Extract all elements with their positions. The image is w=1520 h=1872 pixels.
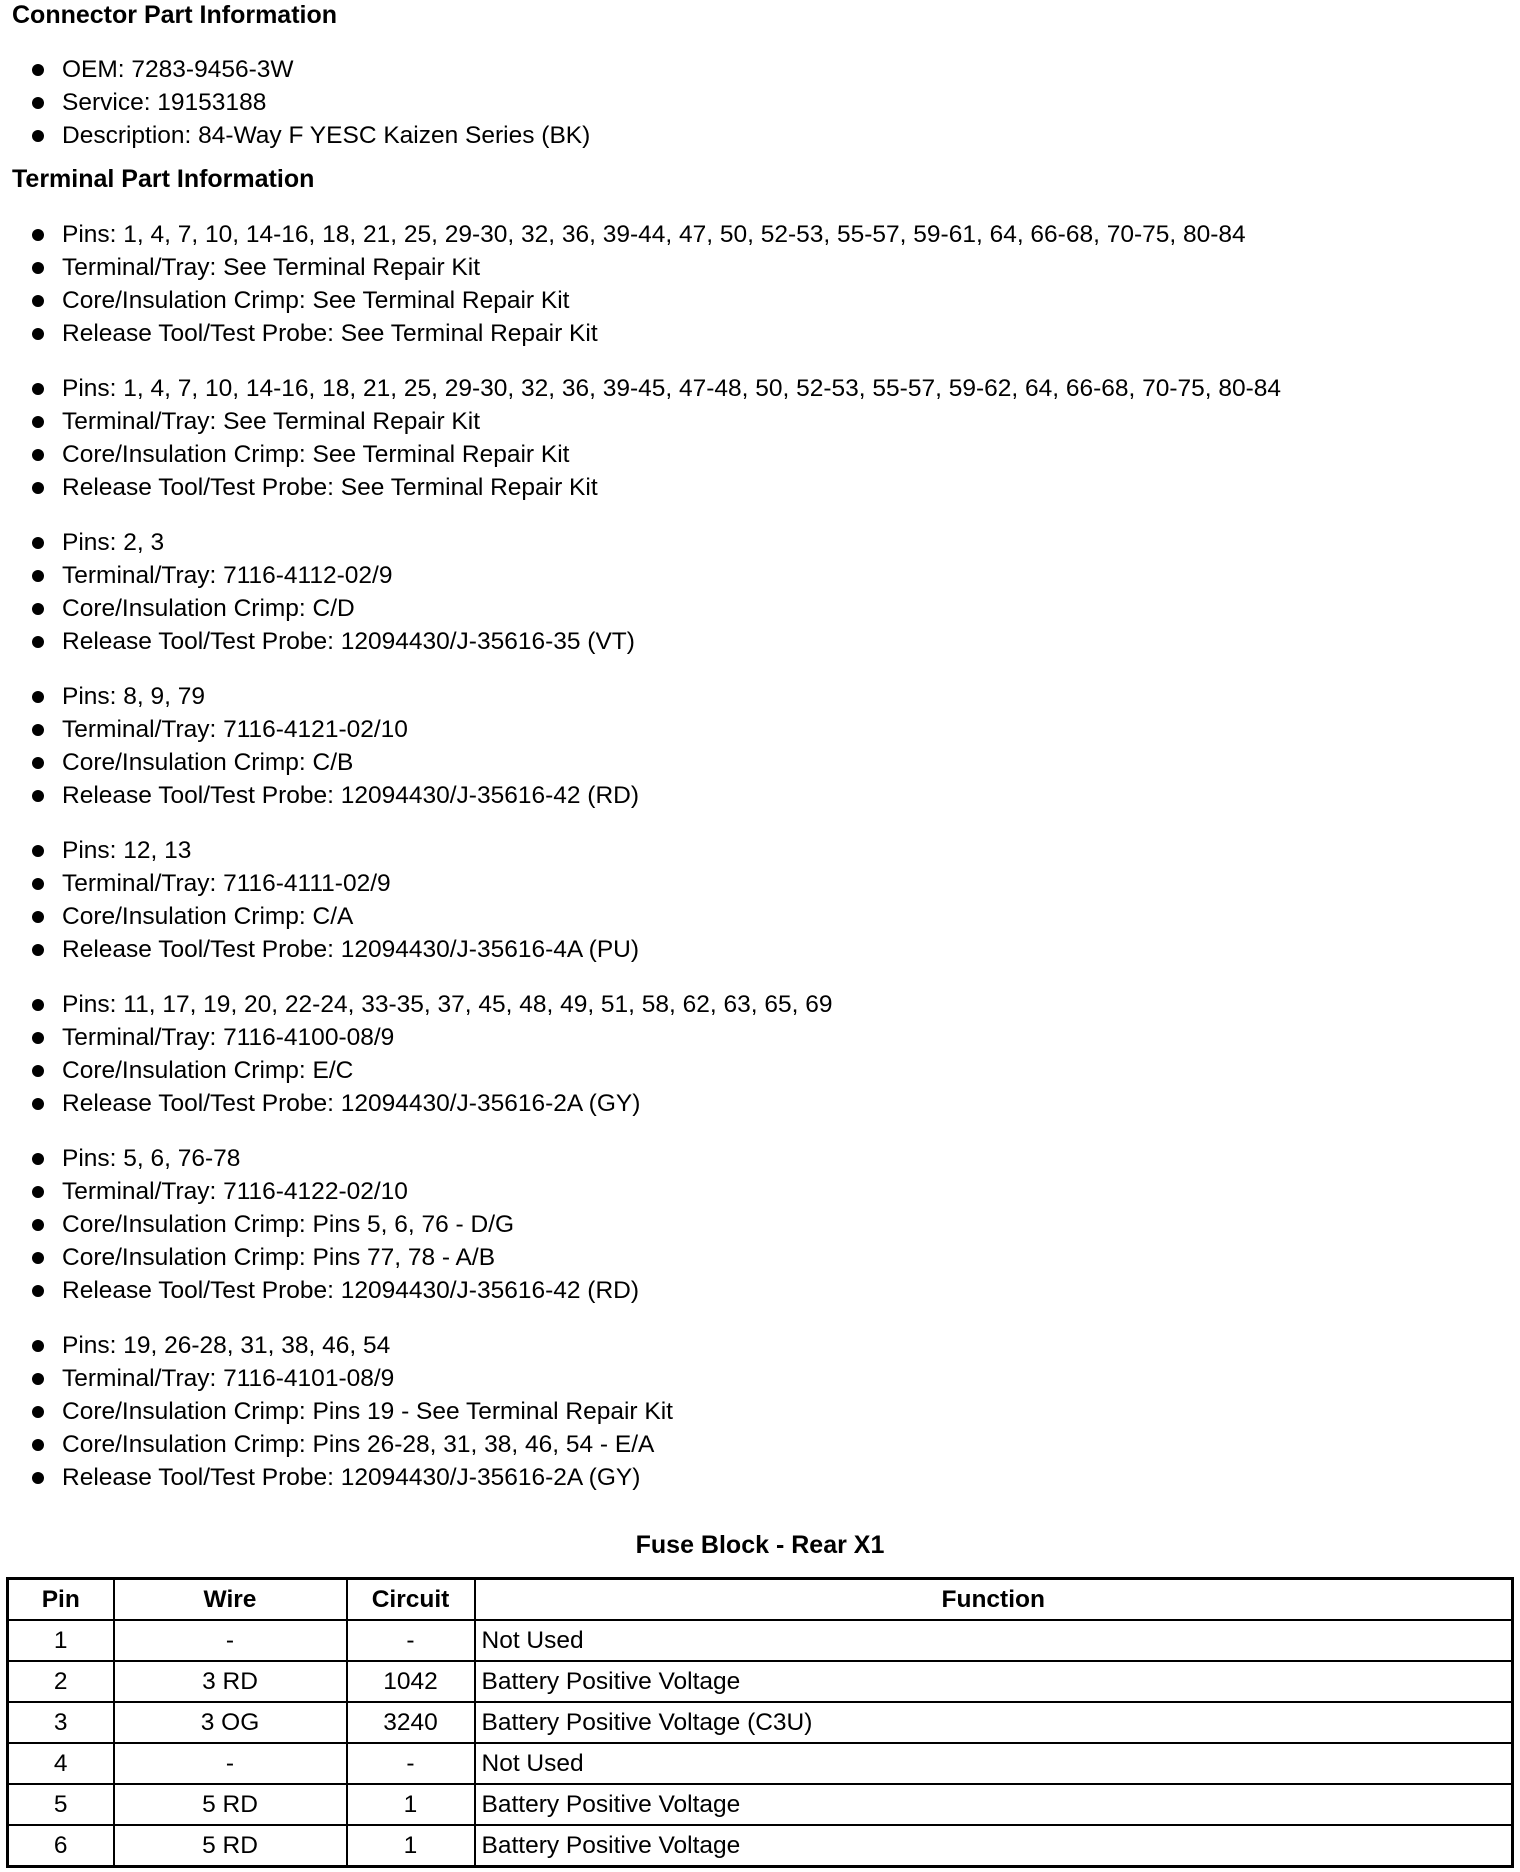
list-item: Terminal/Tray: 7116-4121-02/10 (30, 713, 639, 746)
list-item: Description: 84-Way F YESC Kaizen Series (BK) (30, 119, 590, 152)
cell-function: Not Used (475, 1743, 1513, 1784)
terminal-group-1 (30, 218, 1246, 350)
cell-pin: 3 (8, 1702, 114, 1743)
list-item: Pins: 1, 4, 7, 10, 14-16, 18, 21, 25, 29-30, 32, 36, 39-45, 47-48, 50, 52-53, 55-57, 59-62, 64, 66-68, 70-75, 80-84 (30, 372, 1281, 405)
cell-circuit: - (347, 1743, 475, 1784)
cell-pin: 5 (8, 1784, 114, 1825)
list-item: Core/Insulation Crimp: C/A (30, 900, 639, 933)
list-item: Release Tool/Test Probe: 12094430/J-35616-42 (RD) (30, 779, 639, 812)
cell-circuit: 1 (347, 1825, 475, 1867)
cell-function: Not Used (475, 1620, 1513, 1661)
table-row (8, 1784, 1513, 1825)
list-item: Pins: 8, 9, 79 (30, 680, 639, 713)
terminal-group-7 (30, 1142, 639, 1307)
terminal-heading: Terminal Part Information (12, 165, 315, 193)
list-item: Pins: 19, 26-28, 31, 38, 46, 54 (30, 1329, 673, 1362)
cell-function: Battery Positive Voltage (475, 1825, 1513, 1867)
list-item: Pins: 1, 4, 7, 10, 14-16, 18, 21, 25, 29-30, 32, 36, 39-44, 47, 50, 52-53, 55-57, 59-61, 64, 66-68, 70-75, 80-84 (30, 218, 1246, 251)
cell-wire: 3 OG (114, 1702, 347, 1743)
list-item: Pins: 5, 6, 76-78 (30, 1142, 639, 1175)
list-item: Release Tool/Test Probe: 12094430/J-35616-42 (RD) (30, 1274, 639, 1307)
table-header-row (8, 1579, 1513, 1621)
cell-wire: 3 RD (114, 1661, 347, 1702)
cell-function: Battery Positive Voltage (475, 1784, 1513, 1825)
list-item: Core/Insulation Crimp: C/B (30, 746, 639, 779)
list-item: Terminal/Tray: 7116-4122-02/10 (30, 1175, 639, 1208)
cell-circuit: 1042 (347, 1661, 475, 1702)
list-item: Terminal/Tray: 7116-4112-02/9 (30, 559, 635, 592)
list-item: Release Tool/Test Probe: See Terminal Repair Kit (30, 471, 1281, 504)
terminal-group-2 (30, 372, 1281, 504)
cell-wire: 5 RD (114, 1784, 347, 1825)
list-item: Pins: 12, 13 (30, 834, 639, 867)
list-item: Core/Insulation Crimp: Pins 77, 78 - A/B (30, 1241, 639, 1274)
table-row (8, 1702, 1513, 1743)
table-row (8, 1620, 1513, 1661)
list-item: Core/Insulation Crimp: C/D (30, 592, 635, 625)
table-row (8, 1661, 1513, 1702)
terminal-group-3 (30, 526, 635, 658)
fuse-table-title: Fuse Block - Rear X1 (635, 1531, 885, 1559)
cell-function: Battery Positive Voltage (475, 1661, 1513, 1702)
list-item: Core/Insulation Crimp: See Terminal Repair Kit (30, 438, 1281, 471)
fuse-block-table (6, 1577, 1514, 1868)
list-item: Terminal/Tray: See Terminal Repair Kit (30, 405, 1281, 438)
list-item: Terminal/Tray: 7116-4101-08/9 (30, 1362, 673, 1395)
list-item: Core/Insulation Crimp: E/C (30, 1054, 833, 1087)
list-item: Release Tool/Test Probe: 12094430/J-35616-2A (GY) (30, 1087, 833, 1120)
terminal-group-4 (30, 680, 639, 812)
header-wire: Wire (114, 1579, 347, 1621)
terminal-group-6 (30, 988, 833, 1120)
list-item: Release Tool/Test Probe: See Terminal Repair Kit (30, 317, 1246, 350)
table-row (8, 1743, 1513, 1784)
list-item: Terminal/Tray: 7116-4100-08/9 (30, 1021, 833, 1054)
list-item: Release Tool/Test Probe: 12094430/J-35616-35 (VT) (30, 625, 635, 658)
cell-circuit: 3240 (347, 1702, 475, 1743)
list-item: Core/Insulation Crimp: Pins 26-28, 31, 38, 46, 54 - E/A (30, 1428, 673, 1461)
list-item: Core/Insulation Crimp: Pins 5, 6, 76 - D/G (30, 1208, 639, 1241)
cell-circuit: 1 (347, 1784, 475, 1825)
header-circuit: Circuit (347, 1579, 475, 1621)
connector-heading: Connector Part Information (12, 1, 338, 29)
cell-circuit: - (347, 1620, 475, 1661)
header-pin: Pin (8, 1579, 114, 1621)
list-item: Release Tool/Test Probe: 12094430/J-35616-4A (PU) (30, 933, 639, 966)
cell-function: Battery Positive Voltage (C3U) (475, 1702, 1513, 1743)
cell-wire: 5 RD (114, 1825, 347, 1867)
list-item: Service: 19153188 (30, 86, 590, 119)
connector-list (30, 53, 590, 152)
cell-pin: 6 (8, 1825, 114, 1867)
terminal-group-5 (30, 834, 639, 966)
table-row (8, 1825, 1513, 1867)
cell-wire: - (114, 1743, 347, 1784)
list-item: Release Tool/Test Probe: 12094430/J-35616-2A (GY) (30, 1461, 673, 1494)
cell-pin: 1 (8, 1620, 114, 1661)
list-item: Terminal/Tray: 7116-4111-02/9 (30, 867, 639, 900)
list-item: Core/Insulation Crimp: See Terminal Repair Kit (30, 284, 1246, 317)
list-item: Core/Insulation Crimp: Pins 19 - See Terminal Repair Kit (30, 1395, 673, 1428)
terminal-group-8 (30, 1329, 673, 1494)
cell-pin: 4 (8, 1743, 114, 1784)
header-function: Function (475, 1579, 1513, 1621)
list-item: Pins: 2, 3 (30, 526, 635, 559)
list-item: Terminal/Tray: See Terminal Repair Kit (30, 251, 1246, 284)
cell-wire: - (114, 1620, 347, 1661)
list-item: OEM: 7283-9456-3W (30, 53, 590, 86)
list-item: Pins: 11, 17, 19, 20, 22-24, 33-35, 37, 45, 48, 49, 51, 58, 62, 63, 65, 69 (30, 988, 833, 1021)
cell-pin: 2 (8, 1661, 114, 1702)
